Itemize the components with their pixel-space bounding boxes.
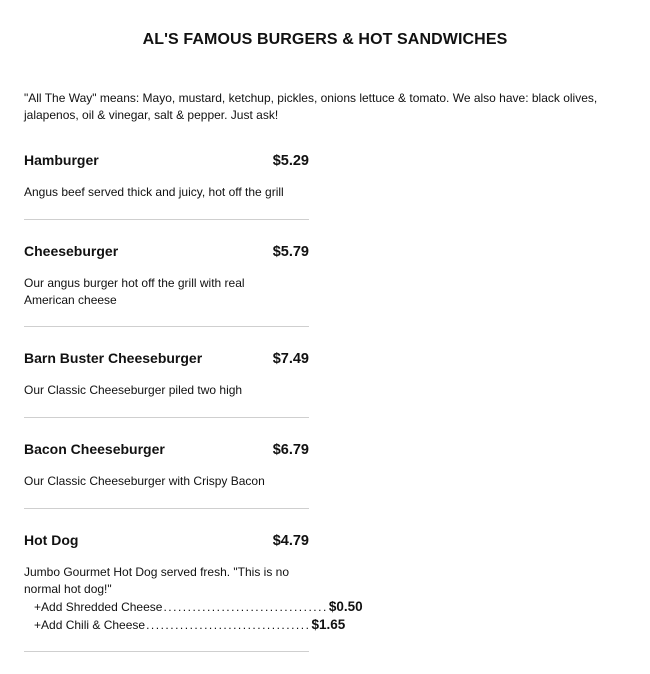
item-name: Hamburger [24,152,99,168]
item-description: Jumbo Gourmet Hot Dog served fresh. "This is no normal hot dog!" [24,565,290,596]
leader-dots: .................................. [146,618,311,632]
item-divider [24,508,309,509]
item-name: Bacon Cheeseburger [24,441,165,457]
addon-price: $0.50 [328,599,363,614]
addon-label: Add Chili & Cheese [41,618,146,632]
item-description: Our Classic Cheeseburger piled two high [24,383,243,397]
plus-icon: + [34,600,42,614]
item-price: $5.79 [272,244,309,260]
addon-chili-cheese [34,617,346,632]
addon-price: $1.65 [311,617,346,632]
intro-text: "All The Way" means: Mayo, mustard, ketchup, pickles, onions lettuce & tomato. We also have: black olives, jalapenos, oil & vinegar, salt & pepper. Just ask! [24,91,598,122]
item-divider [24,651,309,652]
item-name: Hot Dog [24,532,79,548]
item-description: Our Classic Cheeseburger with Crispy Bacon [24,474,265,488]
menu-item-bacon-cheeseburger [24,441,309,488]
item-divider [24,219,309,220]
page-title: AL'S FAMOUS BURGERS & HOT SANDWICHES [142,31,508,48]
item-price: $6.79 [272,442,309,458]
menu-item-hot-dog [24,532,363,632]
addon-shredded-cheese [34,599,363,614]
item-description: Angus beef served thick and juicy, hot off the grill [24,185,284,199]
item-divider [24,326,309,327]
leader-dots: .................................. [163,600,328,614]
menu-item-cheeseburger [24,243,309,307]
item-price: $4.79 [272,533,309,549]
addon-label: Add Shredded Cheese [41,600,163,614]
item-description: Our angus burger hot off the grill with real American cheese [24,276,245,307]
menu-item-hamburger [24,152,309,199]
item-price: $5.29 [272,153,309,169]
item-name: Barn Buster Cheeseburger [24,350,203,366]
menu-item-barn-buster-cheeseburger [24,350,309,397]
item-price: $7.49 [272,351,309,367]
item-divider [24,417,309,418]
plus-icon: + [34,618,42,632]
item-name: Cheeseburger [24,243,119,259]
